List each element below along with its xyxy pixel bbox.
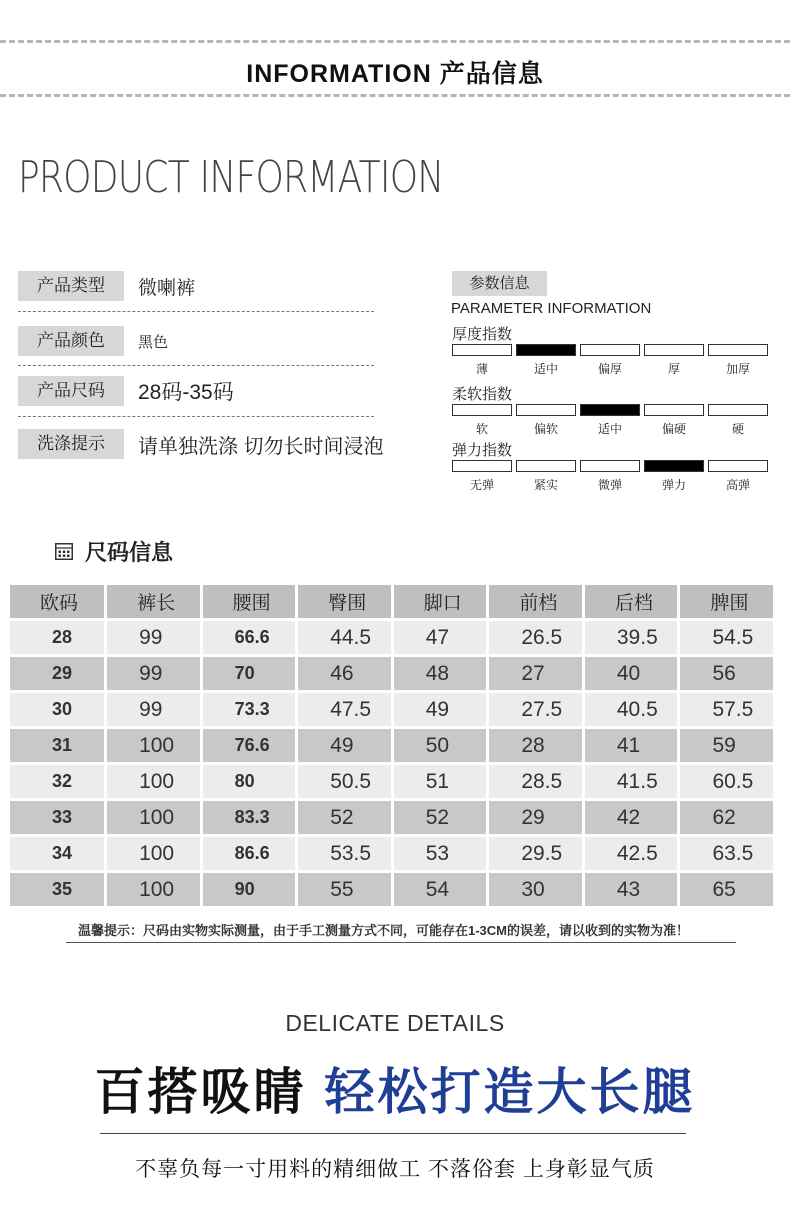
table-cell: 28 (10, 620, 106, 656)
info-label: 产品类型 (18, 271, 124, 301)
parameter-subtitle: PARAMETER INFORMATION (451, 300, 652, 317)
table-cell: 28.5 (488, 764, 584, 800)
table-cell: 66.6 (201, 620, 297, 656)
parameter-tag: 参数信息 (452, 271, 547, 296)
table-cell: 47.5 (297, 692, 393, 728)
table-cell: 52 (297, 800, 393, 836)
info-label: 洗涤提示 (18, 429, 124, 459)
header-cell: 脾围 (679, 585, 775, 620)
gauge-option-label: 厚 (667, 362, 680, 376)
table-cell: 30 (488, 872, 584, 908)
table-cell: 41.5 (583, 764, 679, 800)
table-cell: 47 (392, 620, 488, 656)
info-label: 产品尺码 (18, 376, 124, 406)
table-cell: 41 (583, 728, 679, 764)
softness-gauge (452, 404, 772, 444)
table-cell: 31 (10, 728, 106, 764)
table-cell: 65 (679, 872, 775, 908)
slogan (0, 1052, 790, 1124)
thickness-gauge (452, 344, 772, 384)
table-cell: 29 (488, 800, 584, 836)
size-table-header-row (10, 585, 775, 620)
table-cell: 63.5 (679, 836, 775, 872)
table-row (10, 656, 775, 692)
header-bottom-divider (0, 94, 790, 97)
gauge-segment (580, 344, 640, 356)
measurement-note: 温馨提示：尺码由实物实际测量，由于手工测量方式不同，可能存在1-3CM的误差，请以收到的实物为准！ (78, 923, 690, 938)
table-cell: 28 (488, 728, 584, 764)
table-cell: 59 (679, 728, 775, 764)
table-cell: 99 (106, 656, 202, 692)
info-row-type (18, 270, 195, 302)
table-cell: 54.5 (679, 620, 775, 656)
info-row-size (18, 375, 234, 407)
header-cell: 脚口 (392, 585, 488, 620)
table-cell: 35 (10, 872, 106, 908)
header-cell: 臀围 (297, 585, 393, 620)
table-cell: 46 (297, 656, 393, 692)
table-cell: 44.5 (297, 620, 393, 656)
info-divider (18, 311, 374, 312)
table-cell: 49 (297, 728, 393, 764)
gauge-segment (644, 404, 704, 416)
table-cell: 26.5 (488, 620, 584, 656)
info-value: 微喇裤 (138, 277, 196, 299)
table-cell: 49 (392, 692, 488, 728)
table-cell: 62 (679, 800, 775, 836)
table-row (10, 836, 775, 872)
table-cell: 43 (583, 872, 679, 908)
info-divider (18, 416, 374, 417)
info-value: 请单独洗涤 切勿长时间浸泡 (138, 435, 384, 458)
table-row (10, 728, 775, 764)
table-cell: 100 (106, 728, 202, 764)
table-cell: 56 (679, 656, 775, 692)
table-cell: 55 (297, 872, 393, 908)
table-cell: 100 (106, 836, 202, 872)
header-cell: 前档 (488, 585, 584, 620)
gauge-option-label: 软 (475, 422, 488, 436)
gauge-option-label: 薄 (475, 362, 488, 376)
table-cell: 52 (392, 800, 488, 836)
table-row (10, 800, 775, 836)
table-cell: 57.5 (679, 692, 775, 728)
gauge-segment (516, 404, 576, 416)
header-cell: 腰围 (201, 585, 297, 620)
table-row (10, 764, 775, 800)
table-cell: 42 (583, 800, 679, 836)
gauge-option-label: 偏软 (533, 422, 558, 436)
gauge-segment (516, 460, 576, 472)
note-underline (66, 942, 736, 943)
softness-gauge-title: 柔软指数 (452, 386, 513, 403)
table-cell: 99 (106, 692, 202, 728)
table-cell: 60.5 (679, 764, 775, 800)
info-value: 黑色 (138, 333, 169, 351)
gauge-segment-selected (580, 404, 640, 416)
info-value: 28码-35码 (138, 381, 234, 404)
gauge-segment (708, 460, 768, 472)
gauge-option-label: 无弹 (469, 478, 494, 492)
table-cell: 33 (10, 800, 106, 836)
table-row (10, 620, 775, 656)
slogan-part2: 轻松打造大长腿 (324, 1064, 696, 1120)
gauge-segment (452, 344, 512, 356)
header-cell: 欧码 (10, 585, 106, 620)
info-row-color (18, 325, 168, 357)
thickness-gauge-title: 厚度指数 (452, 326, 513, 343)
gauge-option-label: 加厚 (725, 362, 750, 376)
table-cell: 40 (583, 656, 679, 692)
table-cell: 50 (392, 728, 488, 764)
header-top-divider (0, 40, 790, 43)
product-information-title: PRODUCT INFORMATION (18, 152, 444, 203)
gauge-segment (452, 404, 512, 416)
gauge-option-label: 硬 (731, 422, 744, 436)
table-row (10, 692, 775, 728)
table-cell: 70 (201, 656, 297, 692)
table-cell: 100 (106, 872, 202, 908)
table-cell: 27.5 (488, 692, 584, 728)
table-cell: 29.5 (488, 836, 584, 872)
table-cell: 32 (10, 764, 106, 800)
table-cell: 29 (10, 656, 106, 692)
table-cell: 54 (392, 872, 488, 908)
table-cell: 40.5 (583, 692, 679, 728)
gauge-option-label: 偏厚 (597, 362, 622, 376)
gauge-segment (452, 460, 512, 472)
gauge-option-label: 适中 (597, 422, 622, 436)
delicate-details-heading: DELICATE DETAILS (285, 1010, 505, 1036)
gauge-option-label: 偏硬 (661, 422, 686, 436)
size-table-body (10, 620, 775, 908)
table-cell: 48 (392, 656, 488, 692)
table-cell: 90 (201, 872, 297, 908)
gauge-segment-selected (644, 460, 704, 472)
table-cell: 50.5 (297, 764, 393, 800)
table-row (10, 872, 775, 908)
table-cell: 42.5 (583, 836, 679, 872)
table-cell: 39.5 (583, 620, 679, 656)
table-cell: 53.5 (297, 836, 393, 872)
header-cell: 后档 (583, 585, 679, 620)
table-cell: 73.3 (201, 692, 297, 728)
header-cell: 裤长 (106, 585, 202, 620)
gauge-segment (708, 404, 768, 416)
size-section-heading (55, 536, 173, 567)
gauge-option-label: 适中 (533, 362, 558, 376)
tagline: 不辜负每一寸用料的精细做工 不落俗套 上身彰显气质 (135, 1158, 655, 1181)
info-row-washing (18, 428, 384, 460)
elasticity-gauge (452, 460, 772, 500)
gauge-segment (644, 344, 704, 356)
table-cell: 51 (392, 764, 488, 800)
size-table (10, 585, 776, 909)
slogan-part1: 百搭吸睛 (94, 1064, 307, 1120)
table-cell: 100 (106, 800, 202, 836)
table-cell: 53 (392, 836, 488, 872)
table-cell: 30 (10, 692, 106, 728)
gauge-option-label: 弹力 (661, 478, 686, 492)
gauge-segment-selected (516, 344, 576, 356)
table-cell: 100 (106, 764, 202, 800)
gauge-option-label: 高弹 (725, 478, 750, 492)
gauge-option-label: 紧实 (533, 478, 558, 492)
info-label: 产品颜色 (18, 326, 124, 356)
table-cell: 99 (106, 620, 202, 656)
table-cell: 34 (10, 836, 106, 872)
table-cell: 27 (488, 656, 584, 692)
size-section-title: 尺码信息 (85, 540, 174, 565)
elasticity-gauge-title: 弹力指数 (452, 442, 513, 459)
gauge-segment (708, 344, 768, 356)
info-divider (18, 365, 374, 366)
table-cell: 83.3 (201, 800, 297, 836)
gauge-segment (580, 460, 640, 472)
header-title: INFORMATION 产品信息 (246, 60, 544, 88)
table-cell: 86.6 (201, 836, 297, 872)
grid-icon (55, 543, 73, 560)
slogan-divider (100, 1133, 686, 1134)
gauge-option-label: 微弹 (597, 478, 622, 492)
table-cell: 76.6 (201, 728, 297, 764)
table-cell: 80 (201, 764, 297, 800)
